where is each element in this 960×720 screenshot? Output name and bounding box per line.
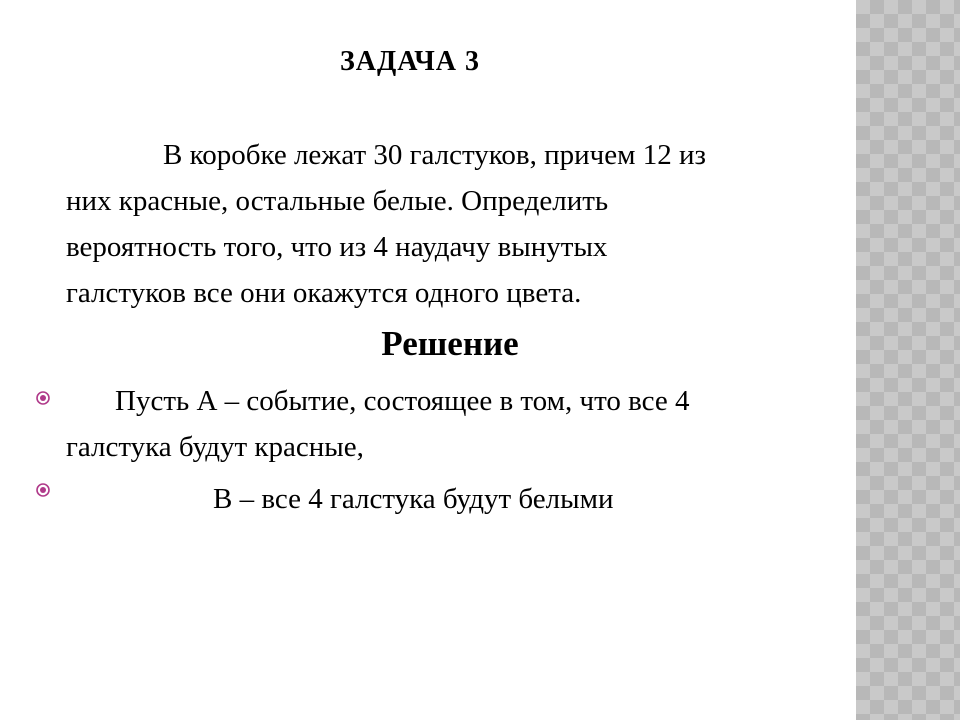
problem-line: В коробке лежат 30 галстуков, причем 12 из [163, 139, 706, 171]
bullet-text-line: галстука будут красные, [66, 431, 364, 463]
problem-line: вероятность того, что из 4 наудачу вынутых [66, 231, 608, 263]
slide-title: ЗАДАЧА 3 [340, 46, 481, 77]
bullet-text-line: Пусть А – событие, состоящее в том, что все 4 [115, 385, 690, 417]
ring-bullet-icon [36, 391, 50, 405]
bullet-text-line: В – все 4 галстука будут белыми [213, 483, 614, 515]
problem-line: них красные, остальные белые. Определить [66, 185, 609, 217]
solution-heading: Решение [381, 324, 519, 363]
problem-line: галстуков все они окажутся одного цвета. [66, 277, 582, 309]
ring-bullet-icon [36, 483, 50, 497]
problem-statement [66, 132, 866, 316]
